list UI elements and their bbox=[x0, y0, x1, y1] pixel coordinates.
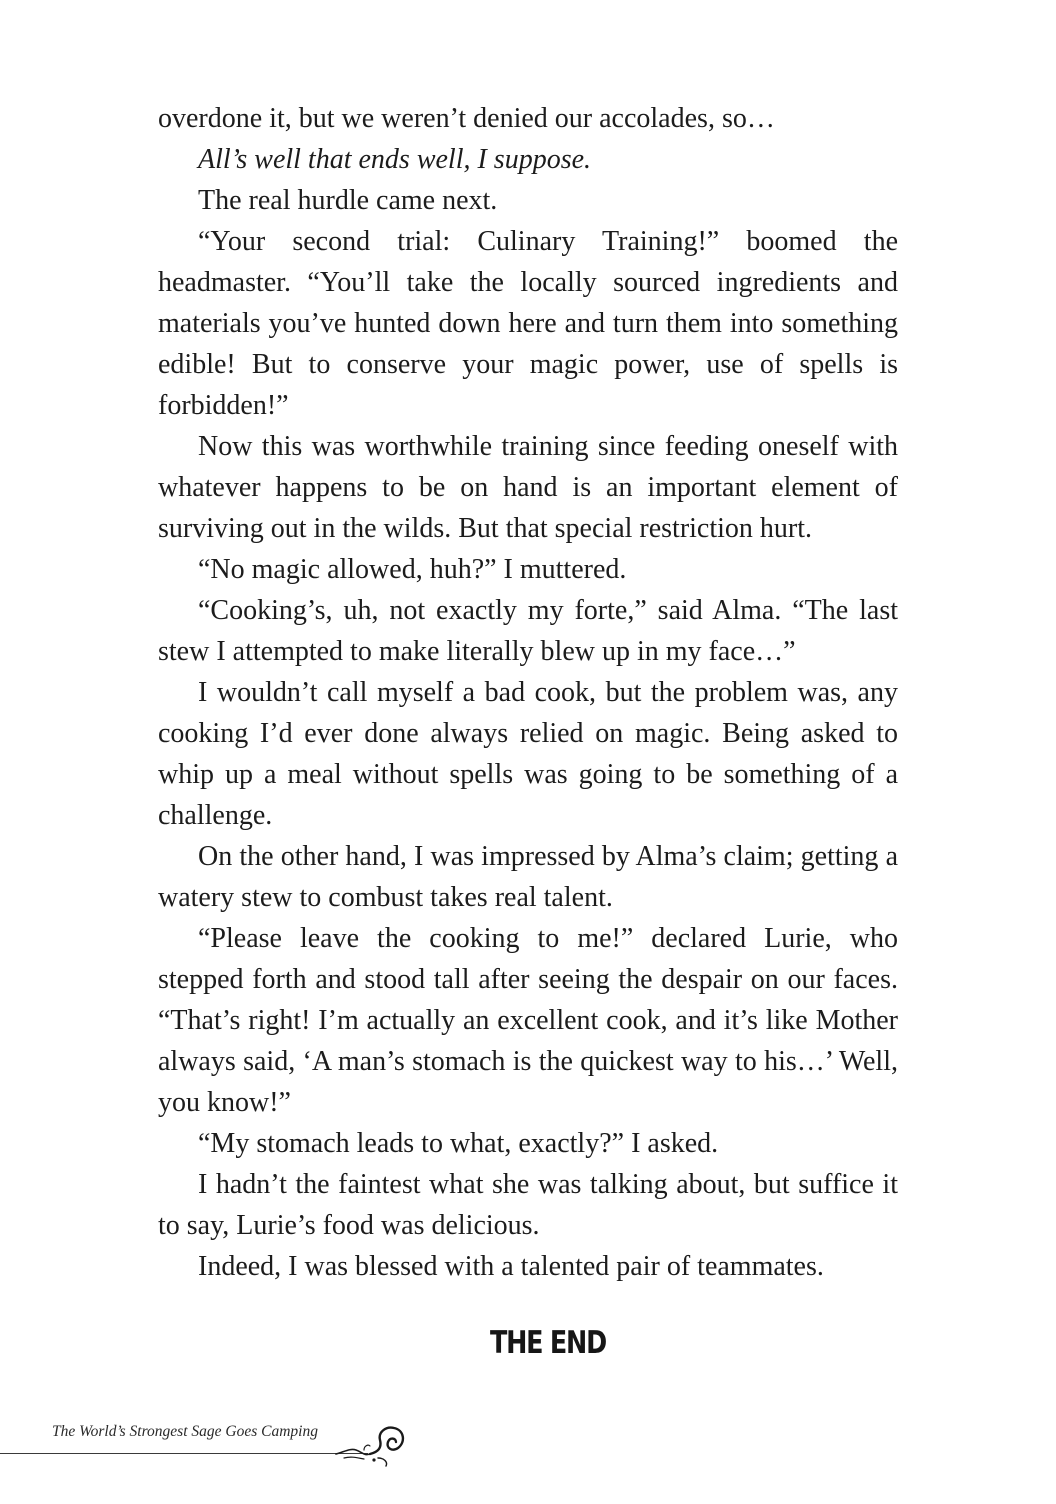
paragraph: I hadn’t the faintest what she was talking about, but suffice it to say, Lurie’s food was delicious. bbox=[158, 1169, 898, 1241]
paragraph: I wouldn’t call myself a bad cook, but the problem was, any cooking I’d ever done always relied on magic. Being asked to whip up a meal without spells was going to be something of a challenge. bbox=[158, 677, 898, 831]
paragraph: “No magic allowed, huh?” I muttered. bbox=[198, 554, 627, 585]
running-footer-book-title: The World’s Strongest Sage Goes Camping bbox=[52, 1423, 318, 1440]
paragraph: Now this was worthwhile training since feeding oneself with whatever happens to be on hand is an important element of surviving out in the wilds. But that special restriction hurt. bbox=[158, 431, 898, 544]
body-text bbox=[158, 98, 898, 1287]
paragraph-italic-thought: All’s well that ends well, I suppose. bbox=[198, 144, 592, 175]
paragraph: The real hurdle came next. bbox=[198, 185, 498, 216]
paragraph: “Please leave the cooking to me!” declared Lurie, who stepped forth and stood tall after seeing the despair on our faces. “That’s right! I’m actually an excellent cook, and it’s like Mother always said, ‘A man’s stomach is the quickest way to his…’ Well, you know!” bbox=[158, 923, 898, 1118]
paragraph: “My stomach leads to what, exactly?” I asked. bbox=[198, 1128, 719, 1159]
paragraph: On the other hand, I was impressed by Alma’s claim; getting a watery stew to combust takes real talent. bbox=[158, 841, 898, 913]
paragraph: “Your second trial: Culinary Training!” boomed the headmaster. “You’ll take the locally sourced ingredients and materials you’ve hunted down here and turn them into something edible! But to conserve your magic power, use of spells is forbidden!” bbox=[158, 226, 898, 421]
flourish-ornament-icon bbox=[334, 1412, 414, 1468]
the-end-heading: THE END bbox=[490, 1325, 606, 1361]
paragraph: Indeed, I was blessed with a talented pair of teammates. bbox=[198, 1251, 824, 1282]
footer-rule bbox=[0, 1453, 368, 1454]
paragraph: “Cooking’s, uh, not exactly my forte,” said Alma. “The last stew I attempted to make literally blew up in my face…” bbox=[158, 595, 898, 667]
page-footer bbox=[0, 1410, 1056, 1470]
paragraph: overdone it, but we weren’t denied our accolades, so… bbox=[158, 103, 775, 134]
